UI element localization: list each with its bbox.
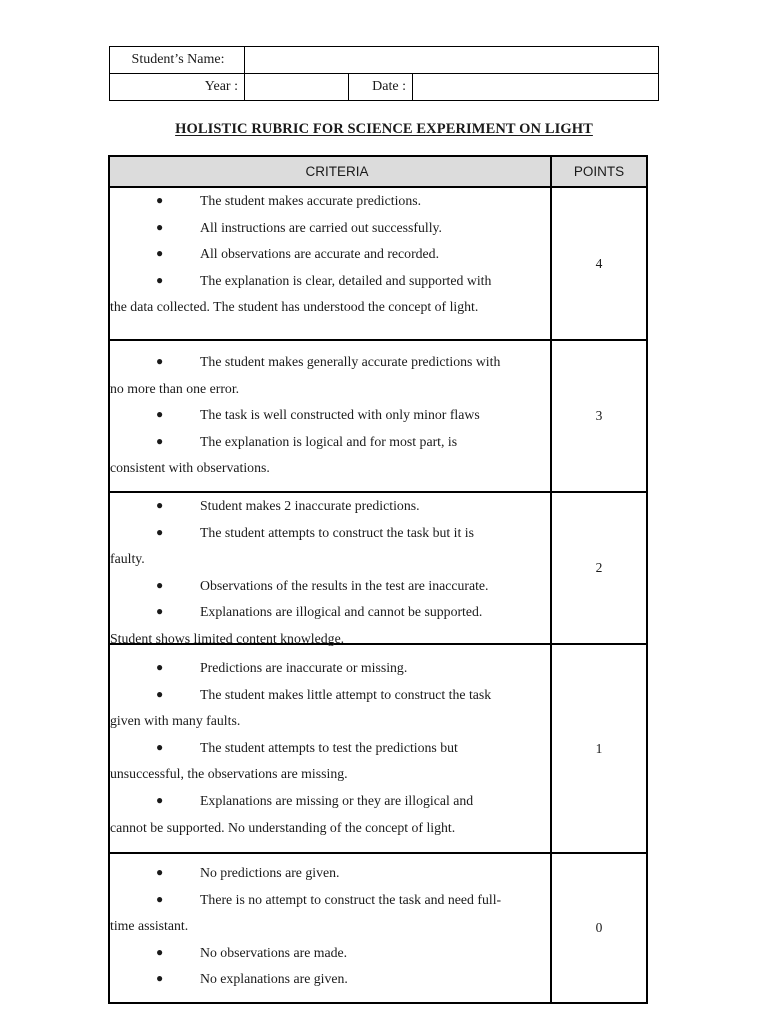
criterion-item: [156, 940, 542, 967]
bullet-icon: ●: [156, 498, 164, 512]
criterion-text: All observations are accurate and recorded.: [200, 246, 440, 262]
date-label: Date :: [349, 74, 413, 101]
page-title: HOLISTIC RUBRIC FOR SCIENCE EXPERIMENT ON LIGHT: [175, 121, 593, 137]
bullet-icon: ●: [156, 193, 164, 207]
bullet-icon: ●: [156, 739, 164, 754]
criterion-text-continued: Student shows limited content knowledge.: [110, 630, 345, 646]
criterion-text: No explanations are given.: [200, 971, 348, 987]
criterion-text-continued: time assistant.: [110, 918, 189, 934]
bullet-icon: ●: [156, 577, 164, 592]
criterion-item: [156, 655, 542, 682]
criterion-item: [156, 493, 542, 520]
criterion-item: [110, 429, 542, 482]
bullet-icon: ●: [156, 891, 164, 906]
criterion-text: No observations are made.: [200, 944, 348, 960]
criterion-text-continued: unsuccessful, the observations are missing.: [110, 766, 348, 782]
rubric-row: [110, 188, 646, 341]
criterion-item: [110, 788, 542, 841]
criterion-text: Student makes 2 inaccurate predictions.: [200, 498, 420, 513]
bullet-icon: ●: [156, 604, 164, 619]
criterion-text: The student makes generally accurate predictions with: [200, 354, 501, 369]
bullet-icon: ●: [156, 407, 164, 422]
rubric-header-row: [110, 157, 646, 188]
criterion-item: [110, 735, 542, 788]
bullet-icon: ●: [156, 246, 164, 261]
criterion-text-continued: cannot be supported. No understanding of the concept of light.: [110, 819, 456, 835]
rubric-row: [110, 341, 646, 493]
rubric-table: [108, 155, 648, 1004]
bullet-icon: ●: [156, 971, 164, 986]
criterion-item: [110, 520, 542, 573]
student-info-table: [109, 46, 659, 101]
criterion-item: [110, 682, 542, 735]
points-cell: 1: [595, 740, 603, 756]
criterion-text: The student makes accurate predictions.: [200, 193, 422, 208]
criterion-text: All instructions are carried out successfully.: [200, 219, 443, 235]
points-cell: 0: [595, 920, 603, 935]
criterion-text: Explanations are illogical and cannot be supported.: [200, 604, 483, 620]
year-field[interactable]: [245, 74, 349, 101]
criteria-cell: [110, 188, 552, 339]
student-name-field[interactable]: [245, 47, 659, 74]
criterion-item: [156, 966, 542, 993]
criterion-item: [156, 573, 542, 600]
criteria-cell: [110, 645, 552, 852]
criterion-text: The explanation is clear, detailed and supported with: [200, 272, 492, 288]
points-cell: 3: [595, 408, 603, 423]
rubric-row: [110, 493, 646, 645]
bullet-icon: ●: [156, 944, 164, 959]
criterion-item: [156, 215, 542, 242]
criterion-item: [156, 402, 542, 429]
criterion-text: Explanations are missing or they are illogical and: [200, 792, 474, 808]
points-header: POINTS: [573, 164, 625, 179]
points-cell: 2: [595, 560, 603, 575]
criterion-text-continued: faulty.: [110, 551, 145, 567]
criteria-cell: [110, 493, 552, 646]
rubric-body: [110, 188, 646, 1002]
criterion-text: The student attempts to test the predictions but: [200, 739, 458, 755]
student-name-row: [110, 47, 659, 74]
criterion-text: Predictions are inaccurate or missing.: [200, 660, 408, 675]
criterion-item: [156, 860, 542, 887]
criterion-text-continued: no more than one error.: [110, 380, 240, 396]
criterion-item: [110, 349, 542, 402]
criterion-text-continued: given with many faults.: [110, 713, 241, 729]
criteria-header: CRITERIA: [110, 157, 552, 186]
bullet-icon: ●: [156, 354, 164, 368]
bullet-icon: ●: [156, 524, 164, 539]
criterion-item: [110, 268, 542, 321]
student-name-label: Student’s Name:: [110, 47, 245, 74]
criterion-text: The task is well constructed with only minor flaws: [200, 407, 480, 423]
bullet-icon: ●: [156, 792, 164, 807]
criterion-text-continued: the data collected. The student has understood the concept of light.: [110, 299, 479, 315]
bullet-icon: ●: [156, 433, 164, 448]
criteria-cell: [110, 341, 552, 491]
date-field[interactable]: [413, 74, 659, 101]
criteria-cell: [110, 854, 552, 1002]
bullet-icon: ●: [156, 219, 164, 234]
criterion-text-continued: consistent with observations.: [110, 460, 270, 476]
criterion-text: The student attempts to construct the task but it is: [200, 524, 474, 540]
points-cell: 4: [595, 255, 603, 271]
bullet-icon: ●: [156, 272, 164, 287]
bullet-icon: ●: [156, 686, 164, 701]
criterion-item: [156, 188, 542, 215]
rubric-row: [110, 854, 646, 1002]
criterion-item: [156, 241, 542, 268]
year-label: Year :: [110, 74, 245, 101]
criterion-item: [110, 887, 542, 940]
criterion-text: Observations of the results in the test are inaccurate.: [200, 577, 489, 593]
criterion-text: No predictions are given.: [200, 865, 340, 880]
bullet-icon: ●: [156, 660, 164, 674]
bullet-icon: ●: [156, 865, 164, 879]
criterion-text: There is no attempt to construct the task and need full-: [200, 891, 502, 907]
criterion-text: The student makes little attempt to construct the task: [200, 686, 492, 702]
rubric-row: [110, 645, 646, 854]
criterion-text: The explanation is logical and for most part, is: [200, 433, 458, 449]
year-date-row: [110, 74, 659, 101]
